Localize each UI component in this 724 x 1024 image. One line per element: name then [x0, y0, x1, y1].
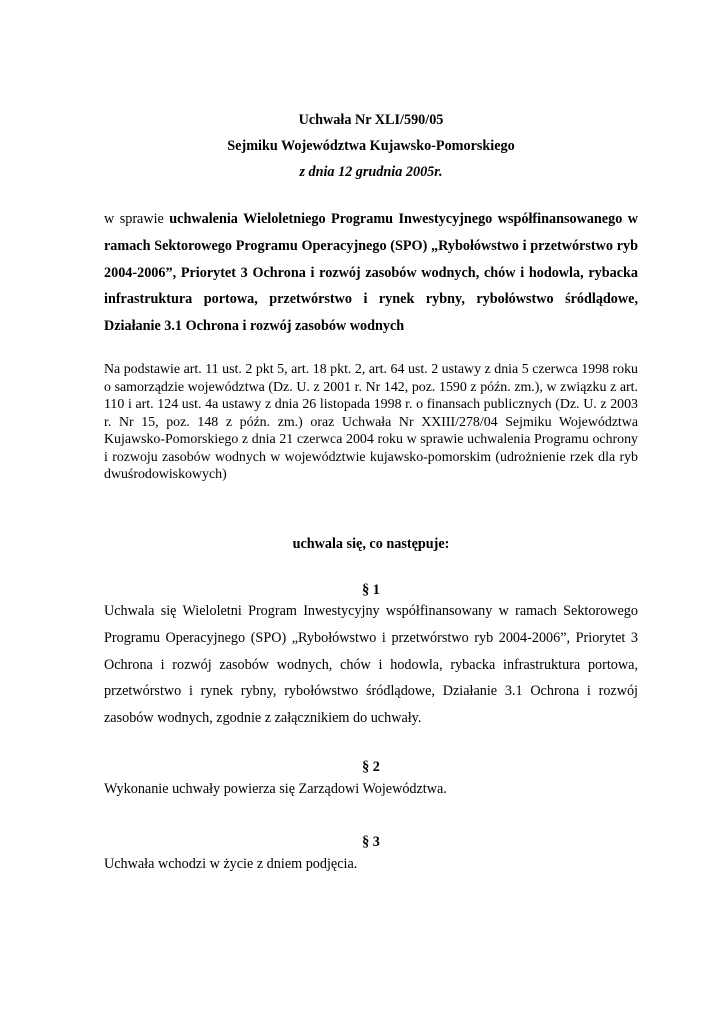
- legal-basis: Na podstawie art. 11 ust. 2 pkt 5, art. 18 pkt. 2, art. 64 ust. 2 ustawy z dnia 5 czerwca 1998 roku o samorządzie województwa (Dz. U. z 2001 r. Nr 142, poz. 1590 z późn. zm.), w związku z art. 110 i art. 124 ust. 4a ustawy z dnia 26 listopada 1998 r. o finansach publicznych (Dz. U. z 2003 r. Nr 15, poz. 148 z późn. zm.) oraz Uchwała Nr XXIII/278/04 Sejmiku Województwa Kujawsko-Pomorskiego z dnia 21 czerwca 2004 roku w sprawie uchwalenia Programu ochrony i rozwoju zasobów wodnych w województwie kujawsko-pomorskim (udrożnienie rzek dla ryb dwuśrodowiskowych): [104, 362, 638, 482]
- section-2-mark: § 2: [362, 759, 380, 775]
- subject-title: uchwalenia Wieloletniego Programu Inwestycyjnego współfinansowanego w ramach Sektorowego Programu Operacyjnego (SPO) „Rybołówstwo i przetwórstwo ryb 2004-2006”, Priorytet 3 Ochrona i rozwój zasobów wodnych, chów i hodowla, rybacka infrastruktura portowa, przetwórstwo i rynek rybny, rybołówstwo śródlądowe, Działanie 3.1 Ochrona i rozwój zasobów wodnych: [104, 211, 638, 335]
- resolution-title: Uchwała Nr XLI/590/05: [298, 112, 444, 128]
- issuing-body: Sejmiku Województwa Kujawsko-Pomorskiego: [227, 138, 515, 154]
- section-2-text: Wykonanie uchwały powierza się Zarządowi Województwa.: [104, 781, 447, 797]
- resolution-subject: [104, 206, 638, 340]
- resolution-date: z dnia 12 grudnia 2005r.: [299, 164, 443, 180]
- resolves-heading: uchwala się, co następuje:: [292, 536, 450, 552]
- section-3-text: Uchwała wchodzi w życie z dniem podjęcia.: [104, 856, 358, 872]
- subject-prefix: w sprawie: [104, 211, 170, 227]
- section-1-mark: § 1: [362, 582, 380, 598]
- section-1-text: Uchwala się Wieloletni Program Inwestycyjny współfinansowany w ramach Sektorowego Programu Operacyjnego (SPO) „Rybołówstwo i przetwórstwo ryb 2004-2006”, Priorytet 3 Ochrona i rozwój zasobów wodnych, chów i hodowla, rybacka infrastruktura portowa, przetwórstwo i rynek rybny, rybołówstwo śródlądowe, Działanie 3.1 Ochrona i rozwój zasobów wodnych, zgodnie z załącznikiem do uchwały.: [104, 603, 638, 727]
- section-3-mark: § 3: [362, 834, 380, 850]
